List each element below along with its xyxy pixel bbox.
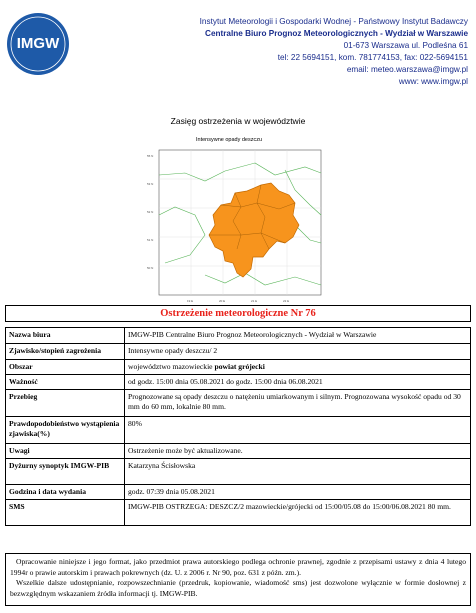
row-value (125, 328, 471, 344)
svg-text:53 N: 53 N (147, 182, 154, 186)
row-label: Zjawisko/stopień zagrożenia (6, 344, 125, 360)
row-label: SMS (6, 500, 125, 526)
row-value-text: IMGW-PIB OSTRZEGA: DESZCZ/2 mazowieckie/grójecki od 15:00/05.08 do 15:00/06.08.2021 80 mm. (128, 502, 451, 511)
row-value-text: Prognozowane są opady deszczu o natężeniu umiarkowanym i silnym. Prognozowana wysokość opadu od 30 mm do 60 mm, lokalnie 80 mm. (128, 392, 461, 411)
table-row (6, 328, 471, 344)
office-name: Centralne Biuro Prognoz Meteorologicznych - Wydział w Warszawie (205, 29, 468, 38)
row-value (125, 459, 471, 485)
svg-text:51 N: 51 N (147, 238, 154, 242)
row-value-text: Katarzyna Ścisłowska (128, 461, 196, 470)
table-row (6, 500, 471, 526)
row-value (125, 360, 471, 375)
row-label: Uwagi (6, 444, 125, 459)
redistribution-paragraph: Wszelkie dalsze udostępnianie, rozpowszechnianie (przedruk, kopiowanie, wiadomość sms) jest dozwolone wyłącznie w formie dosłownej z bezwzględnym wskazaniem źródła informacji tj. IMGW-PIB. (10, 578, 466, 598)
row-value-text: od godz. 15:00 dnia 05.08.2021 do godz. 15:00 dnia 06.08.2021 (128, 377, 323, 386)
map-title: Zasięg ostrzeżenia w województwie (170, 116, 306, 126)
copyright-notice (5, 553, 471, 606)
institution-header (200, 16, 468, 88)
table-row (6, 360, 471, 375)
row-value-text: Ostrzeżenie może być aktualizowane. (128, 446, 243, 455)
table-row (6, 444, 471, 459)
row-value-text: Intensywne opady deszczu/ 2 (128, 346, 218, 355)
row-value (125, 444, 471, 459)
row-value (125, 485, 471, 500)
row-label: Przebieg (6, 390, 125, 417)
row-value (125, 375, 471, 390)
row-label: Ważność (6, 375, 125, 390)
svg-text:22 E: 22 E (283, 299, 290, 303)
institute-name: Instytut Meteorologii i Gospodarki Wodnej - Państwowy Instytut Badawczy (199, 17, 468, 26)
map-subtitle: Intensywne opady deszczu (196, 137, 263, 143)
row-label: Nazwa biura (6, 328, 125, 344)
svg-text:20 E: 20 E (219, 299, 226, 303)
row-label: Prawdopodobieństwo wystąpienia zjawiska(%) (6, 417, 125, 444)
warning-title: Ostrzeżenie meteorologiczne Nr 76 (5, 305, 471, 322)
warning-table (5, 327, 471, 526)
table-row (6, 344, 471, 360)
phone: tel: 22 5694151, kom. 781774153, fax: 022-5694151 (277, 53, 468, 62)
row-label: Godzina i data wydania (6, 485, 125, 500)
row-value-text: IMGW-PIB Centralne Biuro Prognoz Meteorologicznych - Wydział w Warszawie (128, 330, 377, 339)
table-row (6, 459, 471, 485)
row-value (125, 390, 471, 417)
warning-map (145, 145, 327, 305)
svg-text:19 E: 19 E (187, 299, 194, 303)
svg-text:21 E: 21 E (251, 299, 258, 303)
svg-text:55 N: 55 N (147, 154, 154, 158)
table-row (6, 375, 471, 390)
imgw-logo (6, 12, 70, 76)
row-value (125, 344, 471, 360)
row-value (125, 417, 471, 444)
row-label: Obszar (6, 360, 125, 375)
email: email: meteo.warszawa@imgw.pl (346, 65, 468, 74)
row-label: Dyżurny synoptyk IMGW-PIB (6, 459, 125, 485)
table-row (6, 390, 471, 417)
svg-text:52 N: 52 N (147, 210, 154, 214)
row-value (125, 500, 471, 526)
row-value-text: godz. 07:39 dnia 05.08.2021 (128, 487, 215, 496)
address: 01-673 Warszawa ul. Podleśna 61 (343, 41, 468, 50)
svg-text:50 N: 50 N (147, 266, 154, 270)
row-value-text: 80% (128, 419, 142, 428)
table-row (6, 485, 471, 500)
website: www: www.imgw.pl (398, 77, 468, 86)
copyright-paragraph: Opracowanie niniejsze i jego format, jako przedmiot prawa autorskiego podlega ochronie prawnej, zgodnie z przepisami ustawy z dnia 4 lutego 1994r o prawie autorskim i prawach pokrewnych (dz. U. z 2006 r. Nr 90, poz. 631 z późn. zm.). (10, 557, 466, 577)
svg-text:IMGW: IMGW (16, 35, 60, 52)
table-row (6, 417, 471, 444)
row-value-text: województwo mazowieckie (128, 362, 213, 371)
row-value-emphasis: powiat grójecki (214, 362, 265, 371)
